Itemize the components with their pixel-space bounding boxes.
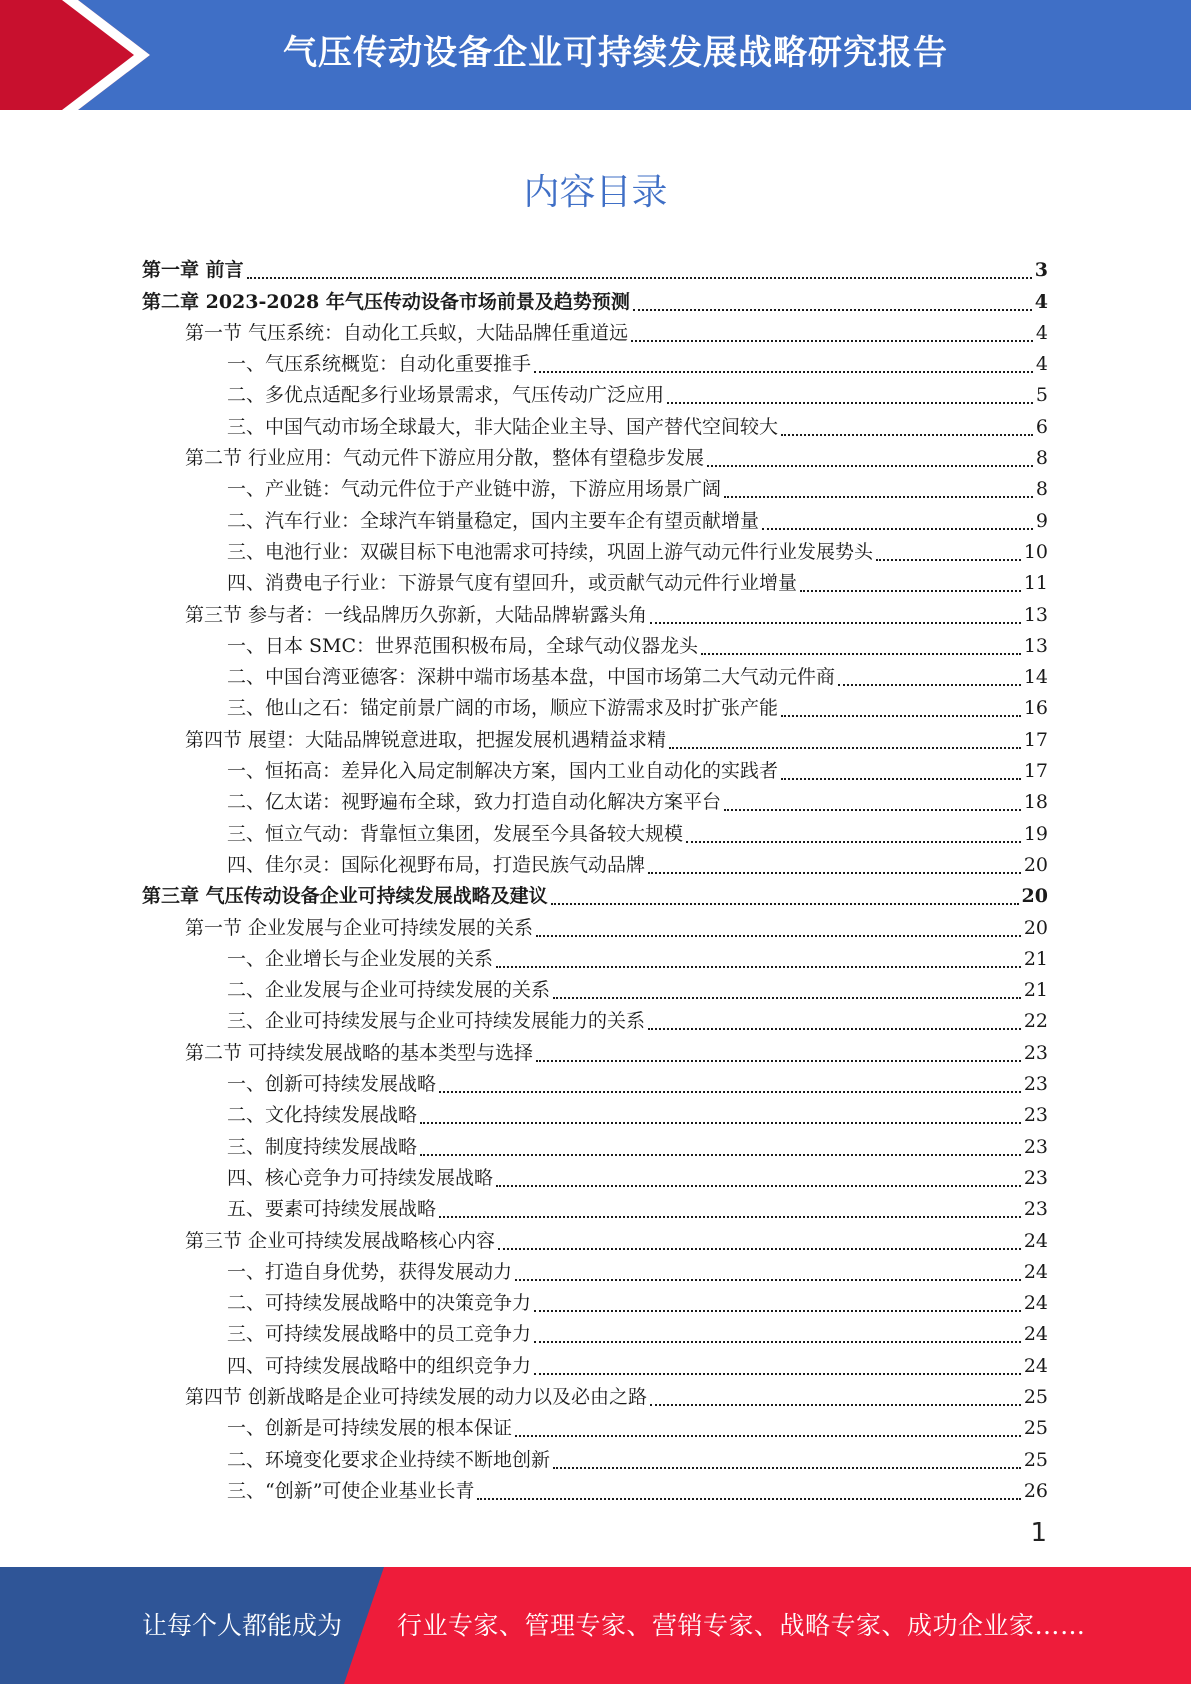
toc-dot-leader [669, 746, 1021, 749]
toc-entry-page: 17 [1023, 760, 1048, 783]
toc-entry-title: 四、可持续发展战略中的组织竞争力 [227, 1354, 532, 1377]
toc-dot-leader [701, 652, 1021, 655]
toc-entry-page: 25 [1023, 1385, 1048, 1408]
toc-dot-leader [420, 1121, 1021, 1124]
toc-entry-title: 二、亿太诺：视野遍布全球，致力打造自动化解决方案平台 [227, 791, 722, 814]
toc-dot-leader [534, 1340, 1021, 1343]
toc-entry-title: 第三节 参与者：一线品牌历久弥新，大陆品牌崭露头角 [185, 603, 648, 626]
toc-entry-page: 9 [1035, 509, 1048, 532]
toc-dot-leader [496, 965, 1021, 968]
toc-entry[interactable] [142, 724, 1048, 755]
toc-entry[interactable] [142, 631, 1048, 662]
toc-entry-page: 5 [1035, 384, 1048, 407]
toc-entry-page: 23 [1023, 1041, 1048, 1064]
toc-entry-page: 24 [1023, 1323, 1048, 1346]
toc-dot-leader [724, 808, 1021, 811]
footer-slogan-left: 让每个人都能成为 [142, 1611, 343, 1640]
toc-entry[interactable] [142, 944, 1048, 975]
toc-entry-title: 一、恒拓高：差异化入局定制解决方案，国内工业自动化的实践者 [227, 760, 779, 783]
toc-dot-leader [553, 996, 1021, 999]
toc-entry[interactable] [142, 1037, 1048, 1068]
toc-entry-page: 22 [1023, 1010, 1048, 1033]
toc-dot-leader [876, 558, 1021, 561]
toc-entry-page: 4 [1035, 353, 1048, 376]
toc-entry-title: 一、企业增长与企业发展的关系 [227, 947, 494, 970]
toc-dot-leader [686, 840, 1021, 843]
toc-entry-title: 第一章 前言 [142, 259, 244, 282]
toc-entry[interactable] [142, 380, 1048, 411]
toc-entry[interactable] [142, 505, 1048, 536]
toc-entry-title: 三、企业可持续发展与企业可持续发展能力的关系 [227, 1010, 646, 1033]
toc-entry-page: 20 [1023, 853, 1048, 876]
toc-entry[interactable] [142, 411, 1048, 442]
toc-dot-leader [536, 934, 1021, 937]
toc-entry-title: 一、产业链：气动元件位于产业链中游，下游应用场景广阔 [227, 478, 722, 501]
toc-entry[interactable] [142, 255, 1048, 286]
toc-entry[interactable] [142, 850, 1048, 881]
toc-entry-title: 二、企业发展与企业可持续发展的关系 [227, 979, 551, 1002]
toc-entry-page: 8 [1035, 447, 1048, 470]
toc-entry-page: 25 [1023, 1448, 1048, 1471]
toc-entry[interactable] [142, 1288, 1048, 1319]
toc-entry-title: 第二节 可持续发展战略的基本类型与选择 [185, 1041, 534, 1064]
toc-entry-title: 第二节 行业应用：气动元件下游应用分散，整体有望稳步发展 [185, 447, 705, 470]
toc-entry[interactable] [142, 1163, 1048, 1194]
toc-entry[interactable] [142, 881, 1048, 912]
toc-entry-title: 第三章 气压传动设备企业可持续发展战略及建议 [142, 885, 548, 908]
toc-entry[interactable] [142, 318, 1048, 349]
toc-dot-leader [648, 1027, 1021, 1030]
toc-dot-leader [781, 433, 1033, 436]
toc-entry[interactable] [142, 1476, 1048, 1507]
toc-entry-page: 25 [1023, 1417, 1048, 1440]
toc-dot-leader [800, 589, 1021, 592]
toc-entry[interactable] [142, 1350, 1048, 1381]
toc-entry-page: 10 [1023, 540, 1048, 563]
toc-entry-title: 二、中国台湾亚德客：深耕中端市场基本盘，中国市场第二大气动元件商 [227, 666, 836, 689]
toc-entry-title: 三、恒立气动：背靠恒立集团，发展至今具备较大规模 [227, 822, 684, 845]
toc-entry[interactable] [142, 662, 1048, 693]
toc-entry-title: 二、文化持续发展战略 [227, 1104, 418, 1127]
toc-dot-leader [534, 1309, 1021, 1312]
toc-entry[interactable] [142, 474, 1048, 505]
toc-entry-page: 19 [1023, 822, 1048, 845]
toc-dot-leader [631, 339, 1033, 342]
toc-dot-leader [515, 1278, 1021, 1281]
footer-banner [0, 1567, 1191, 1684]
toc-entry-page: 23 [1023, 1135, 1048, 1158]
toc-entry-page: 24 [1023, 1260, 1048, 1283]
toc-entry-page: 14 [1023, 666, 1048, 689]
report-title: 气压传动设备企业可持续发展战略研究报告 [283, 33, 948, 73]
toc-entry[interactable] [142, 349, 1048, 380]
toc-entry-page: 16 [1023, 697, 1048, 720]
toc-entry[interactable] [142, 1257, 1048, 1288]
footer-slogan-right: 行业专家、管理专家、营销专家、战略专家、成功企业家…… [397, 1611, 1086, 1640]
toc-entry-page: 4 [1035, 321, 1048, 344]
toc-entry-title: 一、创新可持续发展战略 [227, 1073, 437, 1096]
toc-entry[interactable] [142, 1225, 1048, 1256]
toc-entry[interactable] [142, 1382, 1048, 1413]
toc-entry-page: 13 [1023, 603, 1048, 626]
toc-entry-title: 四、消费电子行业：下游景气度有望回升，或贡献气动元件行业增量 [227, 572, 798, 595]
toc-entry-title: 三、电池行业：双碳目标下电池需求可持续，巩固上游气动元件行业发展势头 [227, 540, 874, 563]
toc-entry[interactable] [142, 693, 1048, 724]
toc-entry-page: 6 [1035, 415, 1048, 438]
toc-entry-page: 24 [1023, 1292, 1048, 1315]
toc-dot-leader [551, 902, 1019, 905]
toc-entry-title: 第三节 企业可持续发展战略核心内容 [185, 1229, 496, 1252]
toc-entry-page: 4 [1034, 290, 1048, 313]
toc-entry[interactable] [142, 1006, 1048, 1037]
toc-entry-title: 二、多优点适配多行业场景需求，气压传动广泛应用 [227, 384, 665, 407]
toc-entry-page: 21 [1023, 979, 1048, 1002]
toc-entry-title: 第四节 展望：大陆品牌锐意进取，把握发展机遇精益求精 [185, 728, 667, 751]
toc-dot-leader [247, 276, 1032, 279]
toc-entry[interactable] [142, 286, 1048, 317]
toc-entry-page: 21 [1023, 947, 1048, 970]
toc-entry[interactable] [142, 599, 1048, 630]
toc-entry-title: 一、创新是可持续发展的根本保证 [227, 1417, 513, 1440]
toc-dot-leader [420, 1153, 1021, 1156]
toc-entry-title: 二、环境变化要求企业持续不断地创新 [227, 1448, 551, 1471]
table-of-contents [142, 255, 1048, 1507]
toc-title: 内容目录 [523, 172, 668, 213]
toc-entry[interactable] [142, 568, 1048, 599]
toc-dot-leader [650, 1403, 1021, 1406]
toc-entry-page: 23 [1023, 1166, 1048, 1189]
toc-entry-page: 18 [1023, 791, 1048, 814]
toc-entry-page: 13 [1023, 634, 1048, 657]
toc-dot-leader [439, 1215, 1021, 1218]
toc-entry-title: 三、可持续发展战略中的员工竞争力 [227, 1323, 532, 1346]
toc-entry-title: 四、佳尔灵：国际化视野布局，打造民族气动品牌 [227, 853, 646, 876]
header-arrow-decoration [0, 0, 150, 110]
toc-dot-leader [515, 1434, 1021, 1437]
toc-entry[interactable] [142, 1413, 1048, 1444]
toc-dot-leader [667, 401, 1033, 404]
toc-entry-page: 20 [1021, 885, 1048, 908]
toc-entry-title: 二、汽车行业：全球汽车销量稳定，国内主要车企有望贡献增量 [227, 509, 760, 532]
toc-entry[interactable] [142, 443, 1048, 474]
toc-entry-title: 一、气压系统概览：自动化重要推手 [227, 353, 532, 376]
toc-dot-leader [534, 1372, 1021, 1375]
toc-entry-page: 3 [1034, 259, 1048, 282]
toc-entry[interactable] [142, 1194, 1048, 1225]
toc-dot-leader [648, 871, 1021, 874]
toc-entry-title: 四、核心竞争力可持续发展战略 [227, 1166, 494, 1189]
toc-entry[interactable] [142, 912, 1048, 943]
toc-entry-title: 第一节 企业发展与企业可持续发展的关系 [185, 916, 534, 939]
toc-entry-title: 一、日本 SMC：世界范围积极布局，全球气动仪器龙头 [227, 634, 699, 657]
toc-entry-title: 三、制度持续发展战略 [227, 1135, 418, 1158]
toc-entry[interactable] [142, 818, 1048, 849]
toc-dot-leader [477, 1497, 1020, 1500]
toc-entry-title: 三、“创新”可使企业基业长青 [227, 1479, 475, 1502]
toc-entry-page: 8 [1035, 478, 1048, 501]
toc-dot-leader [496, 1184, 1021, 1187]
toc-entry[interactable] [142, 1069, 1048, 1100]
toc-entry-page: 24 [1023, 1229, 1048, 1252]
page-number: 1 [1030, 1518, 1047, 1548]
toc-dot-leader [553, 1466, 1021, 1469]
toc-dot-leader [650, 621, 1021, 624]
toc-dot-leader [781, 714, 1021, 717]
toc-entry-page: 24 [1023, 1354, 1048, 1377]
toc-entry-page: 17 [1023, 728, 1048, 751]
toc-entry-title: 二、可持续发展战略中的决策竞争力 [227, 1292, 532, 1315]
toc-entry[interactable] [142, 975, 1048, 1006]
toc-dot-leader [762, 527, 1033, 530]
toc-dot-leader [838, 683, 1021, 686]
toc-entry-page: 11 [1023, 572, 1048, 595]
toc-entry-title: 三、他山之石：锚定前景广阔的市场，顺应下游需求及时扩张产能 [227, 697, 779, 720]
toc-entry[interactable] [142, 1100, 1048, 1131]
toc-entry[interactable] [142, 1444, 1048, 1475]
toc-entry-page: 23 [1023, 1198, 1048, 1221]
toc-entry-title: 第一节 气压系统：自动化工兵蚁，大陆品牌任重道远 [185, 321, 629, 344]
toc-dot-leader [781, 777, 1021, 780]
toc-dot-leader [707, 464, 1033, 467]
toc-entry[interactable] [142, 1319, 1048, 1350]
toc-entry-title: 五、要素可持续发展战略 [227, 1198, 437, 1221]
toc-entry-page: 26 [1023, 1479, 1048, 1502]
header-banner [0, 0, 1191, 110]
toc-dot-leader [724, 495, 1033, 498]
toc-entry-title: 第四节 创新战略是企业可持续发展的动力以及必由之路 [185, 1385, 648, 1408]
toc-entry-title: 一、打造自身优势，获得发展动力 [227, 1260, 513, 1283]
toc-entry[interactable] [142, 756, 1048, 787]
toc-dot-leader [633, 308, 1032, 311]
toc-dot-leader [439, 1090, 1021, 1093]
toc-dot-leader [534, 370, 1033, 373]
toc-entry-page: 20 [1023, 916, 1048, 939]
toc-dot-leader [498, 1247, 1021, 1250]
toc-entry-title: 三、中国气动市场全球最大，非大陆企业主导、国产替代空间较大 [227, 415, 779, 438]
toc-dot-leader [536, 1059, 1021, 1062]
toc-entry-page: 23 [1023, 1073, 1048, 1096]
toc-entry-page: 23 [1023, 1104, 1048, 1127]
toc-entry-title: 第二章 2023-2028 年气压传动设备市场前景及趋势预测 [142, 290, 630, 313]
toc-entry[interactable] [142, 1131, 1048, 1162]
toc-entry[interactable] [142, 537, 1048, 568]
toc-entry[interactable] [142, 787, 1048, 818]
